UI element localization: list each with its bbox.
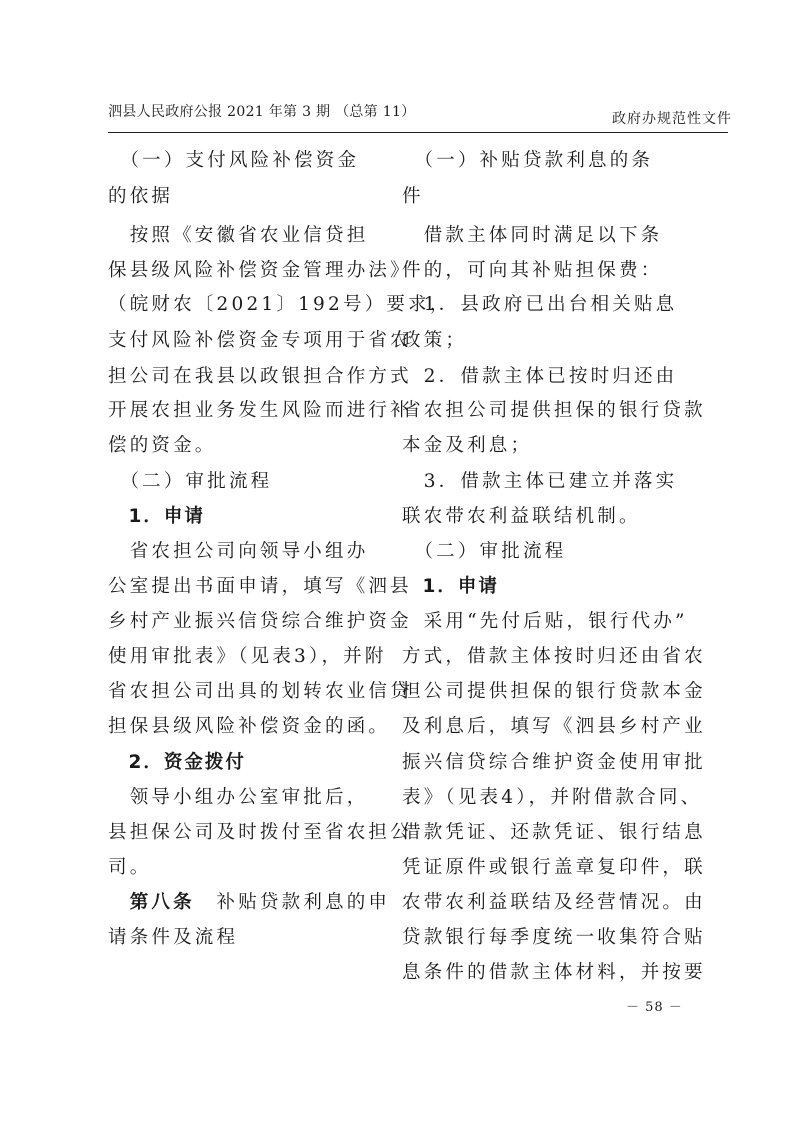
text-line: 领导小组办公室审批后， bbox=[108, 787, 369, 808]
page-number: － 58 － bbox=[626, 1000, 683, 1015]
text-line: 公室提出书面申请，填写《泗县 bbox=[108, 576, 412, 597]
heading-application: 1．申请 bbox=[108, 506, 205, 527]
text-line: 县担保公司及时拨付至省农担公 bbox=[108, 822, 412, 843]
heading-approval-process: （二）审批流程 bbox=[108, 471, 273, 492]
text-line: 按照《安徽省农业信贷担 bbox=[108, 225, 369, 246]
heading-fund-disbursement: 2．资金拨付 bbox=[108, 752, 246, 773]
text-line: 担公司在我县以政银担合作方式 bbox=[108, 366, 412, 387]
text-line: 凭证原件或银行盖章复印件，联 bbox=[402, 857, 706, 878]
text-line: 省农担公司向领导小组办 bbox=[108, 541, 369, 562]
text-line: 的依据 bbox=[108, 186, 174, 207]
heading-basis: （一）支付风险补偿资金 bbox=[108, 150, 360, 171]
text-line: 1．县政府已出台相关贴息 bbox=[402, 294, 678, 315]
text-line: 息条件的借款主体材料，并按要 bbox=[402, 962, 706, 983]
text-line: 担公司提供担保的银行贷款本金 bbox=[402, 681, 706, 702]
text-line: 2．借款主体已按时归还由 bbox=[402, 366, 678, 387]
text-line: 联农带农利益联结机制。 bbox=[402, 506, 641, 527]
text-line: 农带农利益联结及经营情况。由 bbox=[402, 892, 706, 913]
text-line: 采用“先付后贴，银行代办” bbox=[402, 611, 688, 632]
text-line: 件的，可向其补贴担保费： bbox=[402, 260, 663, 281]
text-line: 开展农担业务发生风险而进行补 bbox=[108, 400, 412, 421]
text-line: 借款凭证、还款凭证、银行结息 bbox=[402, 822, 706, 843]
article-title: 补贴贷款利息的申 bbox=[216, 892, 391, 913]
text-line: 表》（见表4），并附借款合同、 bbox=[402, 787, 703, 808]
article-eight-heading bbox=[108, 894, 390, 913]
heading-application: 1．申请 bbox=[402, 576, 499, 597]
text-line: 省农担公司出具的划转农业信贷 bbox=[108, 681, 412, 702]
text-line: 政策； bbox=[402, 330, 468, 351]
text-line: 振兴信贷综合维护资金使用审批 bbox=[402, 752, 706, 773]
header-publication-title: 泗县人民政府公报 2021 年第 3 期 （总第 11） bbox=[108, 104, 416, 120]
text-line: 本金及利息； bbox=[402, 435, 533, 456]
text-line: 担保县级风险补偿资金的函。 bbox=[108, 716, 391, 737]
text-line: 借款主体同时满足以下条 bbox=[402, 225, 663, 246]
text-line: 方式，借款主体按时归还由省农 bbox=[402, 646, 706, 667]
text-line: 件 bbox=[402, 186, 424, 207]
header-section-title: 政府办规范性文件 bbox=[612, 111, 732, 127]
article-label: 第八条 bbox=[129, 892, 195, 913]
heading-interest-conditions: （一）补贴贷款利息的条 bbox=[402, 150, 654, 171]
text-line: （皖财农〔2021〕192号）要求， bbox=[108, 294, 452, 315]
text-line: 使用审批表》（见表3），并附 bbox=[108, 646, 387, 667]
text-line: 请条件及流程 bbox=[108, 927, 239, 948]
text-line: 偿的资金。 bbox=[108, 435, 217, 456]
text-line: 省农担公司提供担保的银行贷款 bbox=[402, 400, 706, 421]
text-line: 3．借款主体已建立并落实 bbox=[402, 471, 678, 492]
text-line: 保县级风险补偿资金管理办法》 bbox=[108, 260, 412, 281]
text-line: 乡村产业振兴信贷综合维护资金 bbox=[108, 611, 412, 632]
header-divider bbox=[108, 132, 728, 133]
text-line: 支付风险补偿资金专项用于省农 bbox=[108, 330, 412, 351]
text-line: 司。 bbox=[108, 857, 152, 878]
heading-approval-process: （二）审批流程 bbox=[402, 541, 567, 562]
text-line: 贷款银行每季度统一收集符合贴 bbox=[402, 927, 706, 948]
text-line: 及利息后，填写《泗县乡村产业 bbox=[402, 716, 706, 737]
